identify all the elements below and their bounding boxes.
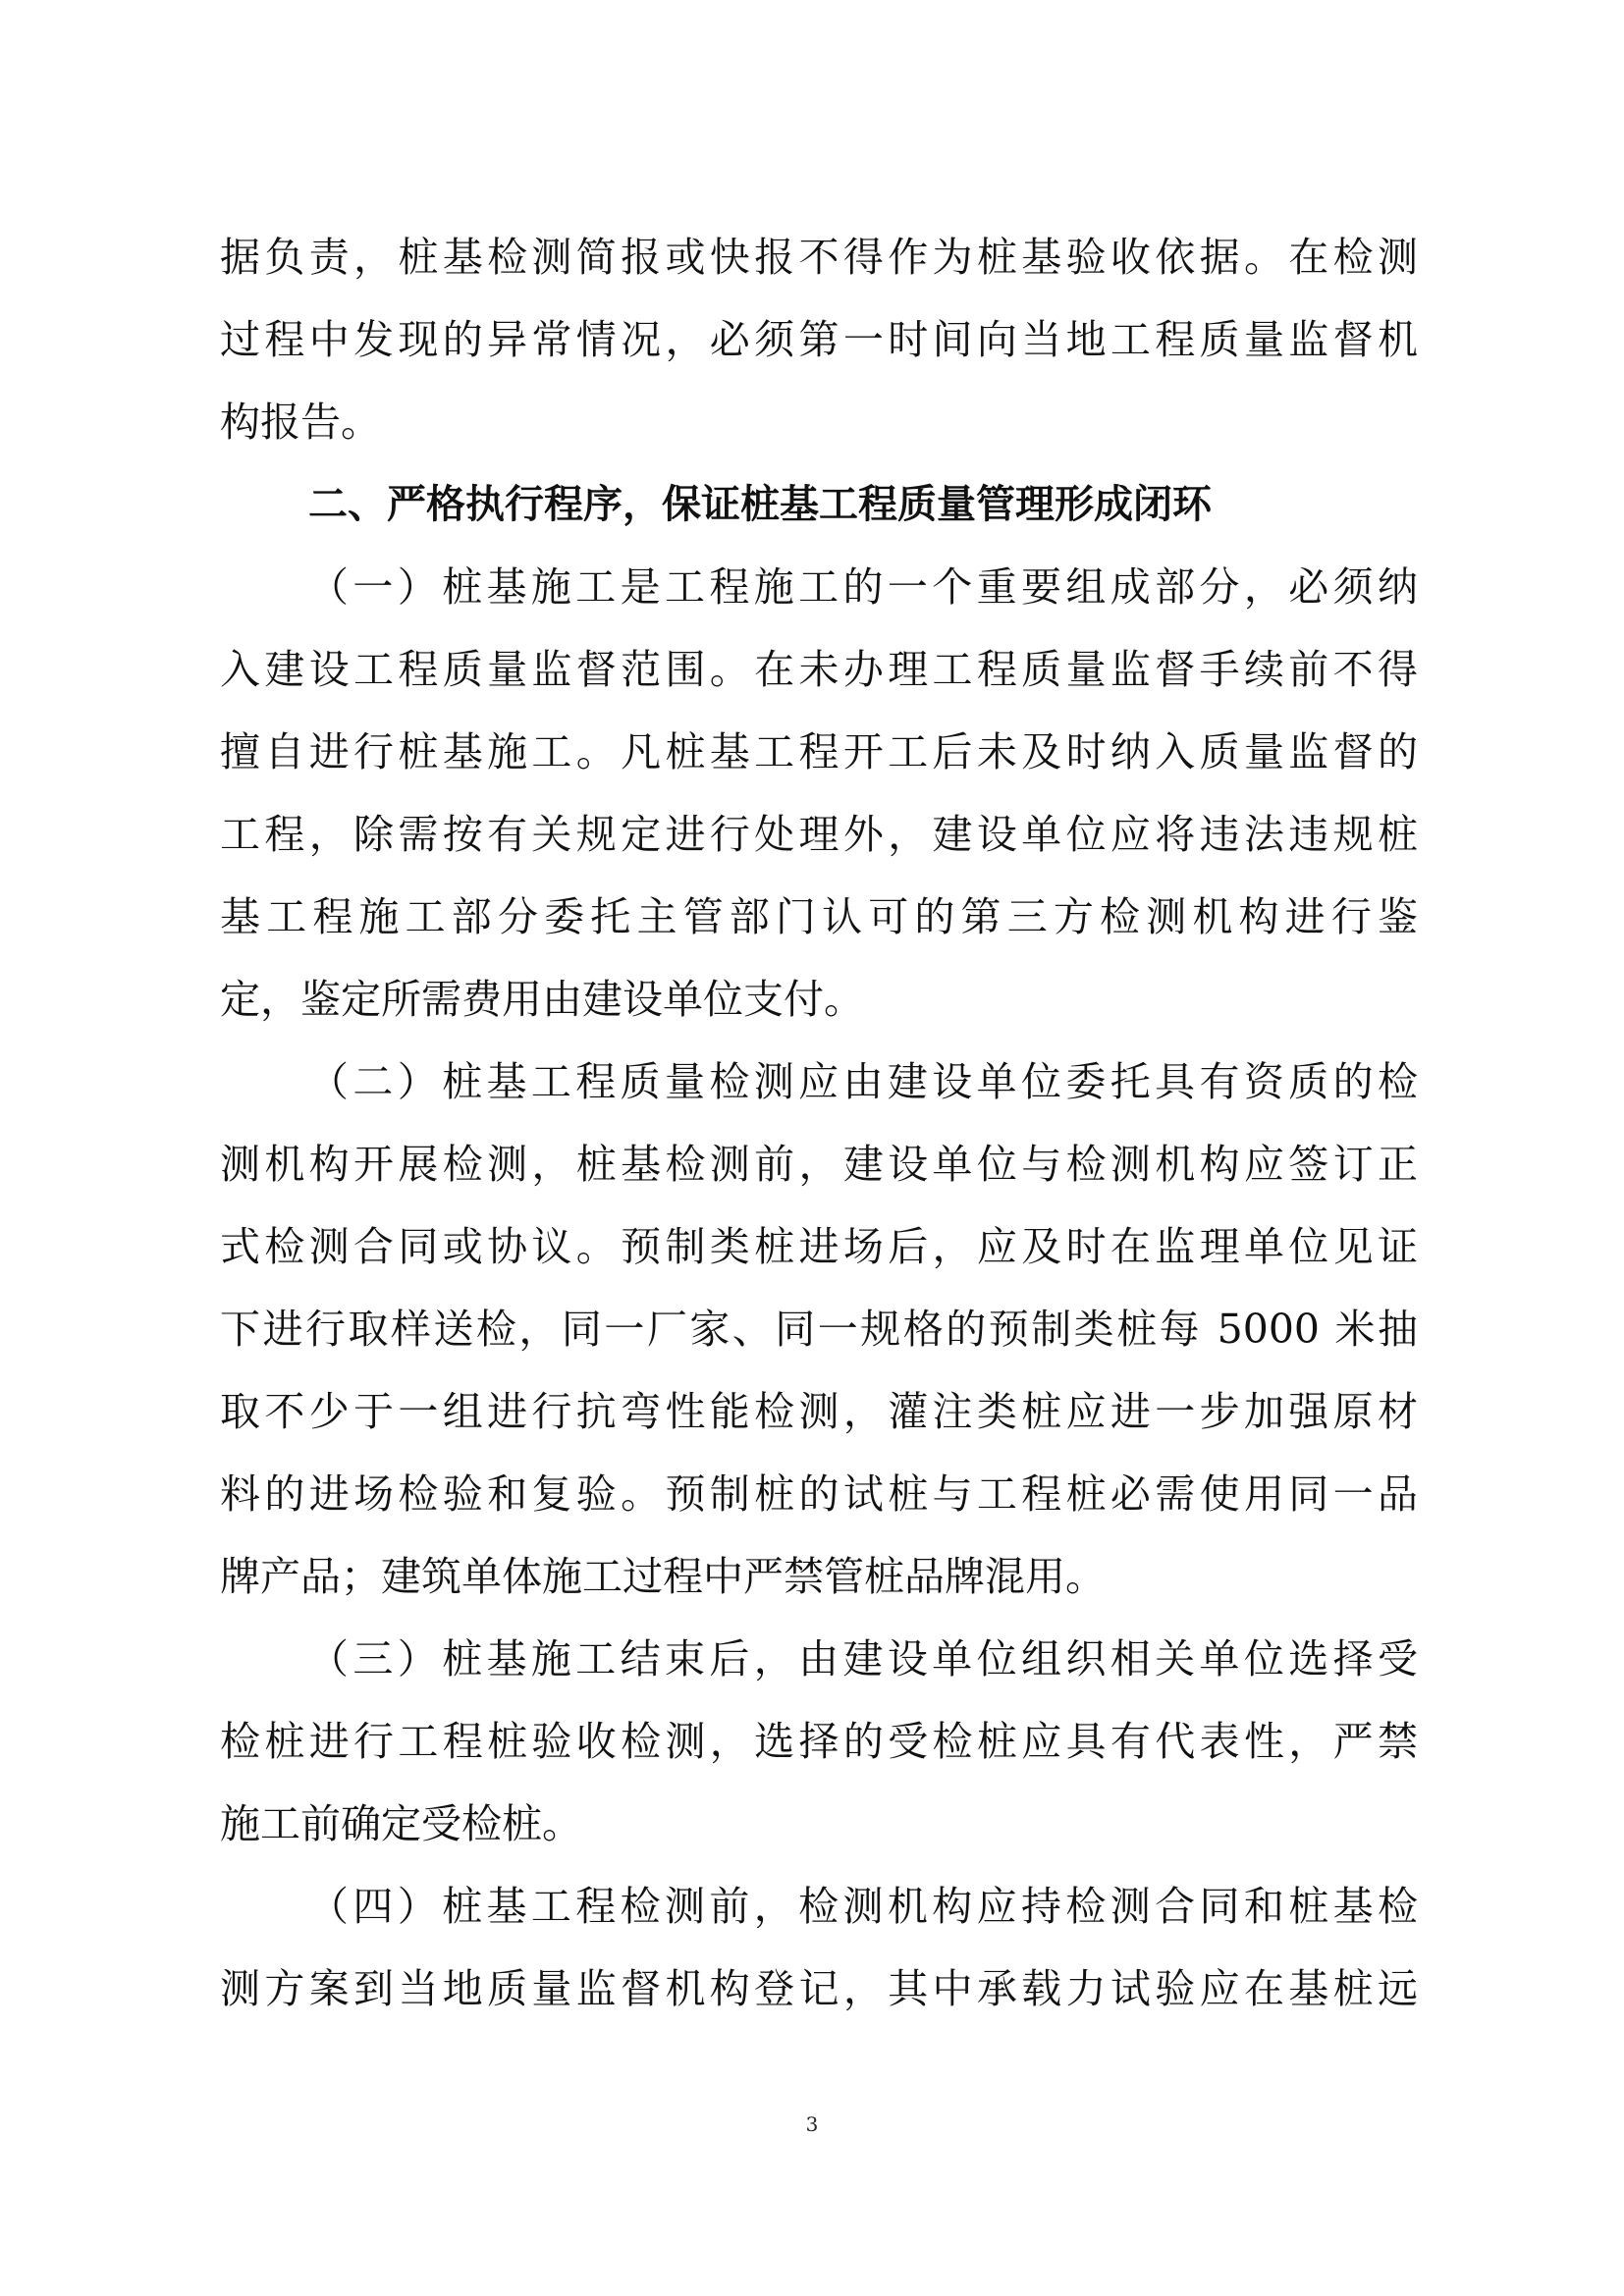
text-line: 过程中发现的异常情况，必须第一时间向当地工程质量监督机 xyxy=(220,316,1418,363)
text-line: 据负责，桩基检测简报或快报不得作为桩基验收依据。在检测 xyxy=(220,234,1418,281)
text-line: 施工前确定受检桩。 xyxy=(220,1800,582,1847)
text-line: 构报告。 xyxy=(220,399,381,446)
text-line: 料的进场检验和复验。预制桩的试桩与工程桩必需使用同一品 xyxy=(220,1470,1418,1518)
text-line: 测机构开展检测，桩基检测前，建设单位与检测机构应签订正 xyxy=(220,1141,1418,1188)
paragraph xyxy=(220,546,1418,1041)
text-line: 基工程施工部分委托主管部门认可的第三方检测机构进行鉴 xyxy=(220,893,1418,940)
text-line: （一）桩基施工是工程施工的一个重要组成部分，必须纳 xyxy=(308,563,1418,611)
text-line: 擅自进行桩基施工。凡桩基工程开工后未及时纳入质量监督的 xyxy=(220,728,1418,775)
text-line: 定，鉴定所需费用由建设单位支付。 xyxy=(220,976,864,1023)
text-line: 牌产品；建筑单体施工过程中严禁管桩品牌混用。 xyxy=(220,1553,1106,1600)
text-line: 检桩进行工程桩验收检测，选择的受检桩应具有代表性，严禁 xyxy=(220,1718,1418,1765)
text-line: （四）桩基工程检测前，检测机构应持检测合同和桩基检 xyxy=(308,1883,1418,1930)
text-line: 测方案到当地质量监督机构登记，其中承载力试验应在基桩远 xyxy=(220,1965,1418,2012)
paragraph xyxy=(220,1618,1418,1865)
paragraph xyxy=(220,1041,1418,1618)
text-line: 工程，除需按有关规定进行处理外，建设单位应将违法违规桩 xyxy=(220,811,1418,858)
text-line: （三）桩基施工结束后，由建设单位组织相关单位选择受 xyxy=(308,1635,1418,1682)
text-line: 下进行取样送检，同一厂家、同一规格的预制类桩每 5000 米抽 xyxy=(220,1306,1418,1353)
text-line: （二）桩基工程质量检测应由建设单位委托具有资质的检 xyxy=(308,1058,1418,1105)
paragraph xyxy=(220,216,1418,463)
paragraph xyxy=(220,1865,1418,2030)
text-line: 入建设工程质量监督范围。在未办理工程质量监督手续前不得 xyxy=(220,646,1418,693)
document-body xyxy=(220,216,1418,2030)
page-number: 3 xyxy=(805,2112,819,2136)
text-line: 取不少于一组进行抗弯性能检测，灌注类桩应进一步加强原材 xyxy=(220,1388,1418,1435)
section-heading: 二、严格执行程序，保证桩基工程质量管理形成闭环 xyxy=(308,482,1212,527)
text-line: 式检测合同或协议。预制类桩进场后，应及时在监理单位见证 xyxy=(220,1223,1418,1270)
